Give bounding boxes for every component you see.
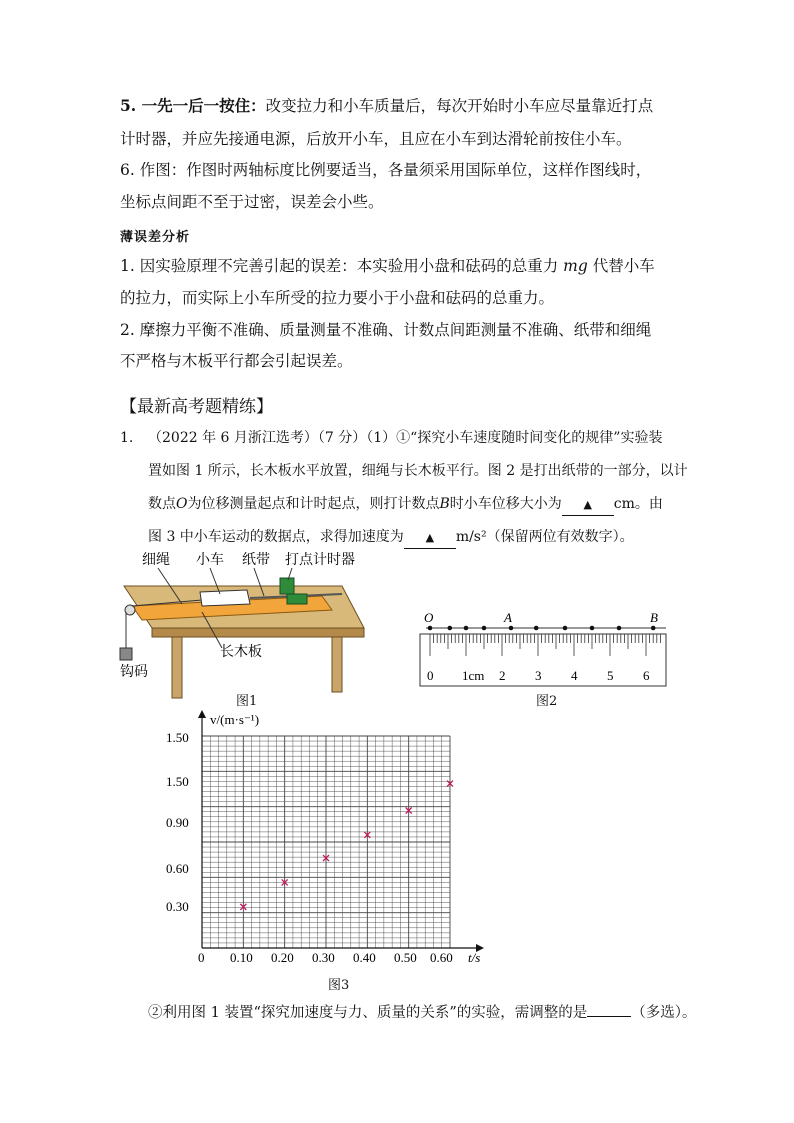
note-item-5-cont: 计时器，并应先接通电源，后放开小车，且应在小车到达滑轮前按住小车。 <box>120 130 632 148</box>
q3-text-b: 为位移测量起点和计时起点，则打计数点 <box>187 496 440 512</box>
y-axis-label: v/(m·s⁻¹) <box>210 712 260 727</box>
q3-text-a: 数点 <box>148 496 176 512</box>
y-tick-1: 0.60 <box>166 861 189 876</box>
question-line-1: （2022 年 6 月浙江选考）（7 分）（1）①“探究小车速度随时间变化的规律”实验装 <box>148 430 663 446</box>
tape-dot <box>428 626 433 631</box>
ruler-body <box>420 634 666 686</box>
q4-unit: m/s²（保留两位有效数字）。 <box>455 529 634 545</box>
q3-point-B: B <box>439 496 450 512</box>
hook-weight <box>120 648 132 660</box>
label-rope: 细绳 <box>142 553 170 568</box>
ruler-label-3: 3 <box>535 668 542 683</box>
acceleration-answer-blank[interactable] <box>404 527 456 549</box>
error-item-1-line1 <box>120 256 655 276</box>
error-analysis-heading: 薄误差分析 <box>120 230 191 245</box>
y-tick-4: 1.50 <box>166 730 189 745</box>
ruler-label-4: 4 <box>571 668 578 683</box>
question-line-3 <box>148 494 663 516</box>
question-part-2 <box>148 1003 697 1023</box>
error-item-1-mg: mg <box>563 257 588 275</box>
x-tick-4: 0.40 <box>353 950 376 965</box>
tape-dot <box>482 626 487 631</box>
error-item-1-line2: 的拉力，而实际上小车所受的拉力要小于小盘和砝码的总重力。 <box>120 289 555 307</box>
note-item-5-text: 改变拉力和小车质量后，每次开始时小车应尽量靠近打点 <box>265 97 654 115</box>
tape-dot <box>509 626 514 631</box>
label-tape: 纸带 <box>242 553 270 568</box>
ruler-label-5: 5 <box>607 668 614 683</box>
error-item-2-line1: 2. 摩擦力平衡不准确、质量测量不准确、计数点间距测量不准确、纸带和细绳 <box>120 321 652 339</box>
table-leg-right <box>332 636 342 692</box>
x-tick-6: 0.60 <box>430 950 453 965</box>
tape-dot <box>448 626 453 631</box>
section-title: 【最新高考题精练】 <box>120 397 273 417</box>
y-tick-3: 1.50 <box>166 774 189 789</box>
x-tick-5: 0.50 <box>394 950 417 965</box>
point-B: B <box>650 610 658 625</box>
y-tick-2: 0.90 <box>166 815 189 830</box>
figure-3-chart <box>160 708 500 980</box>
q3-point-O: O <box>176 496 188 512</box>
ruler-label-2: 2 <box>499 668 506 683</box>
y-tick-0: 0.30 <box>166 899 189 914</box>
error-item-1-text: 1. 因实验原理不完善引起的误差：本实验用小盘和砝码的总重力 <box>120 257 559 275</box>
question-number: 1. <box>120 430 134 446</box>
figure-2-caption: 图2 <box>536 694 558 709</box>
tape-dot <box>464 626 469 631</box>
error-item-1-text-b: 代替小车 <box>592 257 655 275</box>
ruler-label-6: 6 <box>643 668 650 683</box>
ruler-label-0: 0 <box>427 668 434 683</box>
question-line-4 <box>148 527 634 549</box>
tape-dot <box>590 626 595 631</box>
timer-base <box>287 594 307 604</box>
label-weight: 钩码 <box>120 665 148 680</box>
ruler-label-1: 1cm <box>462 668 485 683</box>
note-item-6-line2: 坐标点间距不至于过密，误差会小些。 <box>120 193 384 211</box>
tape-dot <box>534 626 539 631</box>
label-cart: 小车 <box>196 553 224 568</box>
chart-grid <box>202 736 450 948</box>
timer <box>280 578 294 594</box>
point-A: A <box>504 610 512 625</box>
tape-dot <box>651 626 656 631</box>
y-axis-arrow <box>198 710 206 718</box>
cart <box>200 590 250 606</box>
blank-mark: ▲ <box>583 498 593 511</box>
tape-dot <box>617 626 622 631</box>
question-line-2: 置如图 1 所示，长木板水平放置，细绳与长木板平行。图 2 是打出纸带的一部分，以计 <box>148 463 688 479</box>
q3-unit: cm。由 <box>613 496 663 512</box>
q3-text-c: 时小车位移大小为 <box>449 496 562 512</box>
q4-text-a: 图 3 中小车运动的数据点，求得加速度为 <box>148 529 404 545</box>
x-tick-1: 0.10 <box>230 950 253 965</box>
part2-end: （多选）。 <box>631 1005 697 1021</box>
table-edge <box>152 628 364 637</box>
blank-mark-2: ▲ <box>425 531 435 544</box>
x-axis-label: t/s <box>468 950 481 965</box>
figure-1-caption: 图1 <box>236 694 258 709</box>
part2-answer-blank[interactable] <box>587 1016 631 1017</box>
data-points <box>240 781 453 910</box>
label-timer: 打点计时器 <box>285 553 355 568</box>
x-tick-2: 0.20 <box>271 950 294 965</box>
error-item-2-line2: 不严格与木板平行都会引起误差。 <box>120 352 353 370</box>
x-tick-0: 0 <box>198 950 205 965</box>
figure-2-ruler <box>416 608 676 692</box>
table-leg-left <box>172 636 182 698</box>
note-item-6-line1: 6. 作图：作图时两轴标度比例要适当，各量须采用国际单位，这样作图线时， <box>120 161 652 179</box>
label-board: 长木板 <box>220 645 262 660</box>
figure-3-caption: 图3 <box>328 978 350 993</box>
part2-text: ②利用图 1 装置“探究加速度与力、质量的关系”的实验，需调整的是 <box>148 1005 588 1021</box>
note-item-5 <box>120 96 653 116</box>
figure-1-apparatus <box>112 548 382 708</box>
point-O: O <box>424 610 434 625</box>
tape-dot <box>563 626 568 631</box>
displacement-answer-blank[interactable] <box>562 494 614 516</box>
note-item-5-label: 5. 一先一后一按住： <box>120 96 266 115</box>
x-tick-3: 0.30 <box>312 950 335 965</box>
